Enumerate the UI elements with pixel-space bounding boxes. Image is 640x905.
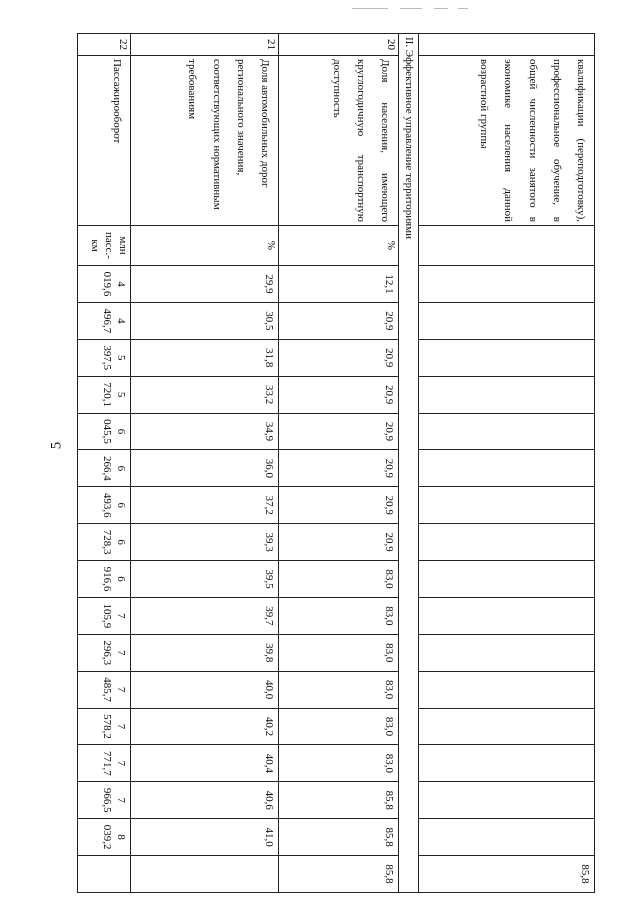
value-cell: [419, 413, 595, 450]
unit-cell: %: [279, 226, 399, 266]
indicator-label: Доля населения, имеющего круглогодичную транспортную доступность: [279, 56, 399, 226]
value-cell: [419, 524, 595, 561]
row-number: 21: [131, 34, 279, 56]
value-cell: 39,8: [131, 634, 279, 671]
unit-cell: млн пасс.-км: [78, 226, 131, 266]
value-cell: 37,2: [131, 487, 279, 524]
value-cell: 6 916,6: [78, 561, 131, 598]
section-row: [399, 34, 419, 893]
value-cell: 7 966,5: [78, 782, 131, 819]
value-cell: 83,0: [279, 708, 399, 745]
value-cell: 39,7: [131, 597, 279, 634]
value-cell: 30,5: [131, 302, 279, 339]
value-cell: 83,0: [279, 597, 399, 634]
value-cell: [419, 561, 595, 598]
row-number: 20: [279, 34, 399, 56]
value-cell: [419, 450, 595, 487]
value-cell: 5 397,5: [78, 339, 131, 376]
value-cell: 20,9: [279, 339, 399, 376]
value-cell: 83,0: [279, 745, 399, 782]
value-cell: 33,2: [131, 376, 279, 413]
value-cell: 20,9: [279, 302, 399, 339]
section-heading: II. Эффективное управление территориями: [399, 34, 419, 893]
value-cell: 4 019,6: [78, 266, 131, 303]
value-cell: [419, 708, 595, 745]
value-cell: 20,9: [279, 376, 399, 413]
value-cell: 41,0: [131, 819, 279, 856]
value-cell: 6 728,3: [78, 524, 131, 561]
value-cell: [419, 634, 595, 671]
value-cell: 83,0: [279, 561, 399, 598]
value-cell: 12,1: [279, 266, 399, 303]
unit-cell: [419, 226, 595, 266]
value-cell: [419, 745, 595, 782]
value-cell: 83,0: [279, 634, 399, 671]
value-cell: 36,0: [131, 450, 279, 487]
value-cell: 6 493,6: [78, 487, 131, 524]
value-cell: 8 039,2: [78, 819, 131, 856]
indicator-label: Доля автомобильных дорог регионального значения, соответствующих нормативным требованиям: [131, 56, 279, 226]
value-cell: 6 045,5: [78, 413, 131, 450]
value-cell: 31,8: [131, 339, 279, 376]
value-cell: [419, 376, 595, 413]
value-cell: [419, 671, 595, 708]
value-cell: 20,9: [279, 487, 399, 524]
table-row: [419, 34, 595, 893]
value-cell: 20,9: [279, 524, 399, 561]
table-row: [131, 34, 279, 893]
scan-mark: [434, 8, 448, 9]
value-cell: 7 771,7: [78, 745, 131, 782]
value-cell: [419, 302, 595, 339]
value-cell: 85,8: [279, 856, 399, 893]
value-cell: 34,9: [131, 413, 279, 450]
rotated-table-sheet: [78, 33, 595, 893]
value-cell: 85,8: [279, 819, 399, 856]
row-number-cell: [419, 34, 595, 56]
value-cell: [419, 339, 595, 376]
value-cell: 7 296,3: [78, 634, 131, 671]
value-cell: [131, 856, 279, 893]
value-cell: 7 105,9: [78, 597, 131, 634]
table-rotation-frame: [78, 33, 595, 893]
value-cell: [419, 266, 595, 303]
page-number: 5: [48, 441, 65, 450]
value-cell: [419, 487, 595, 524]
value-cell: 7 485,7: [78, 671, 131, 708]
row-number: 22: [78, 34, 131, 56]
scan-mark: [400, 8, 422, 9]
value-cell: 40,0: [131, 671, 279, 708]
value-cell: 7 578,2: [78, 708, 131, 745]
table-row: [279, 34, 399, 893]
value-cell: 29,9: [131, 266, 279, 303]
value-cell: 4 496,7: [78, 302, 131, 339]
unit-cell: %: [131, 226, 279, 266]
value-cell: [419, 597, 595, 634]
value-cell: 39,5: [131, 561, 279, 598]
value-cell: [78, 856, 131, 893]
value-cell: 40,6: [131, 782, 279, 819]
value-cell: 39,3: [131, 524, 279, 561]
value-cell: 40,2: [131, 708, 279, 745]
indicator-label: Пассажирооборот: [78, 56, 131, 226]
indicators-table: [77, 33, 595, 893]
value-cell: 20,9: [279, 413, 399, 450]
value-cell: 5 720,1: [78, 376, 131, 413]
value-cell: [419, 819, 595, 856]
value-cell: [419, 782, 595, 819]
table-row: [78, 34, 131, 893]
value-cell: 20,9: [279, 450, 399, 487]
scan-mark: [458, 8, 468, 9]
value-cell: 85,8: [419, 856, 595, 893]
value-cell: 83,0: [279, 671, 399, 708]
value-cell: 40,4: [131, 745, 279, 782]
value-cell: 6 266,4: [78, 450, 131, 487]
indicator-label: квалификации (переподготовку), профессиональное обучение, в общей численности занятого в экономике населения данной возрастной группы: [419, 56, 595, 226]
scan-mark: [352, 8, 388, 9]
value-cell: 85,8: [279, 782, 399, 819]
